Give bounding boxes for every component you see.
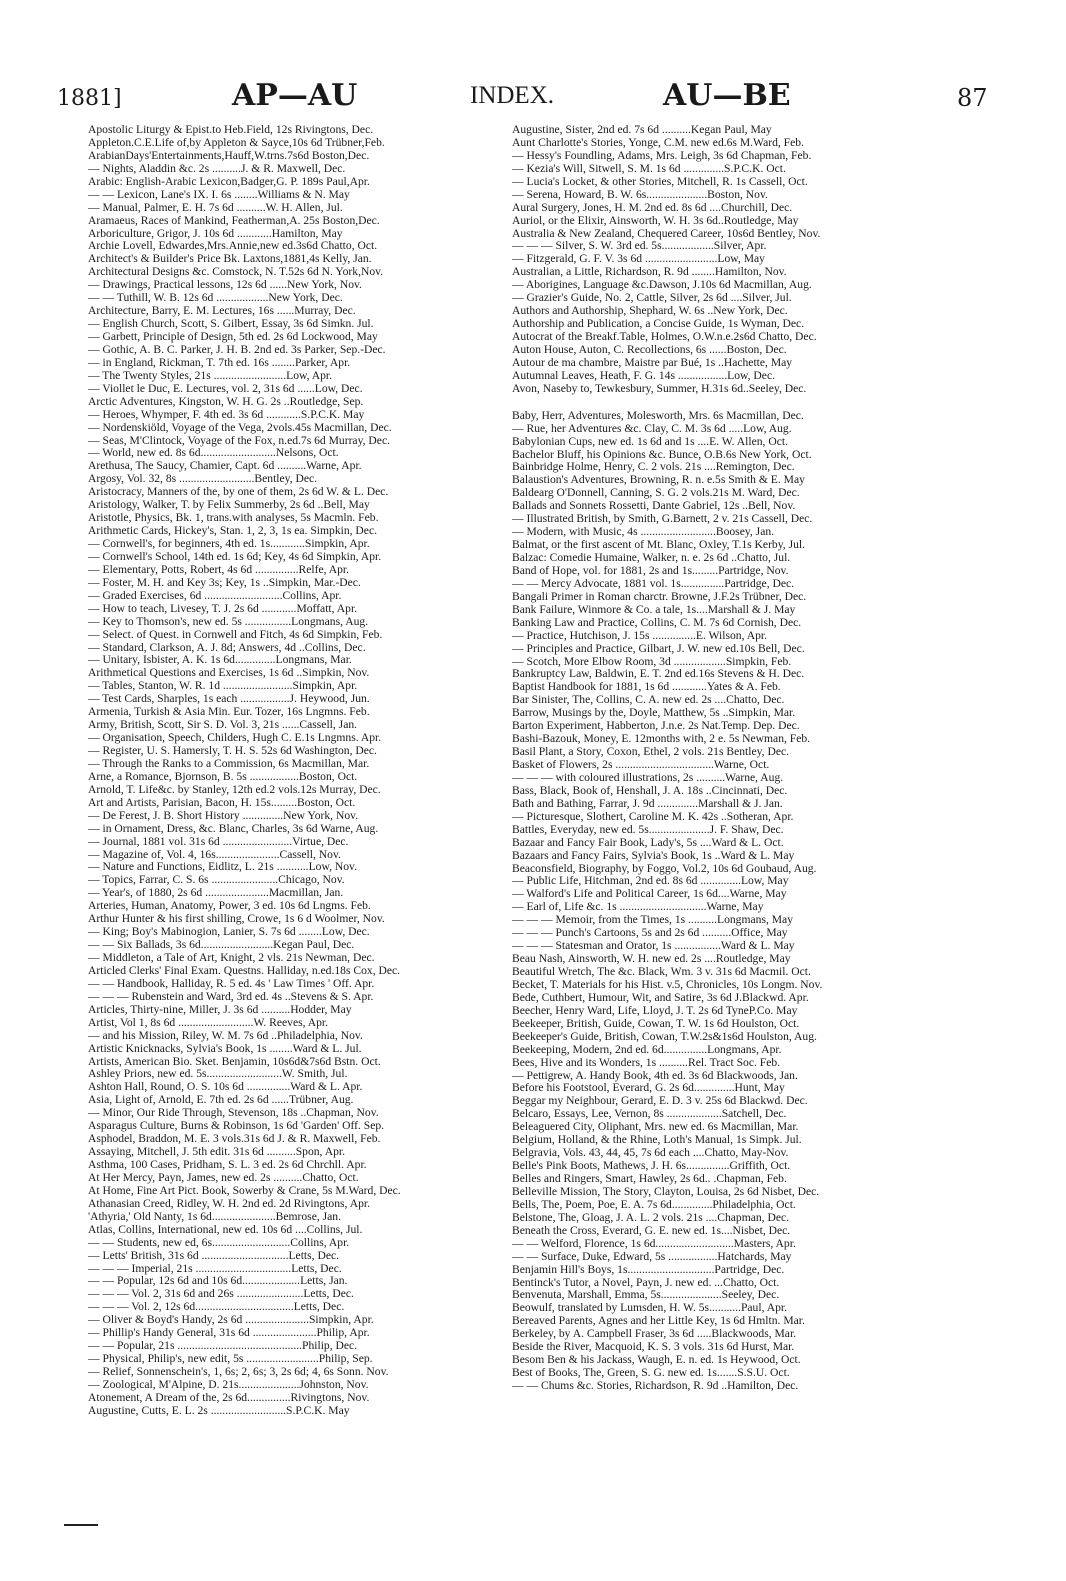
index-entry: Aristology, Walker, T. by Felix Summerby, 2s 6d ..Bell, May [88, 499, 370, 512]
index-entry: 'Athyria,' Old Nanty, 1s 6d......................Bemrose, Jan. [88, 1210, 341, 1223]
index-entry: — Year's, of 1880, 2s 6d ......................Macmillan, Jan. [88, 887, 344, 900]
index-entry: — Walford's Life and Political Career, 1s 6d....Warne, May [512, 888, 787, 901]
index-entry: — — — Vol. 2, 31s 6d and 26s .......................Letts, Dec. [88, 1288, 354, 1301]
index-entry: Band of Hope, vol. for 1881, 2s and 1s.........Partridge, Nov. [512, 564, 789, 577]
index-entry: Asphodel, Braddon, M. E. 3 vols.31s 6d J. & R. Maxwell, Feb. [88, 1133, 381, 1146]
right-column [512, 124, 932, 1393]
index-entry: Asia, Light of, Arnold, E. 7th ed. 2s 6d ......Trübner, Aug. [88, 1094, 354, 1107]
index-entry: — — — with coloured illustrations, 2s ..........Warne, Aug. [512, 771, 784, 784]
index-entry: — Cornwell's, for beginners, 4th ed. 1s............Simpkin, Apr. [88, 538, 370, 550]
index-entry: — Earl of, Life &c. 1s ..............................Warne, May [512, 901, 764, 914]
index-entry: Australia & New Zealand, Chequered Career, 10s6d Bentley, Nov. [512, 227, 821, 240]
index-entry: — — — Imperial, 21s .................................Letts, Dec. [88, 1262, 342, 1275]
index-entry: Balmat, or the first ascent of Mt. Blanc, Oxley, T.1s Kerby, Jul. [512, 539, 806, 552]
index-entry: ArabianDays'Entertainments,Hauff,W.trns.7s6d Boston,Dec. [88, 149, 370, 162]
index-entry: Artist, Vol 1, 8s 6d ..........................W. Reeves, Apr. [88, 1016, 329, 1029]
index-entry: Bank Failure, Winmore & Co. a tale, 1s....Marshall & J. May [512, 603, 796, 616]
index-entry: — — — Punch's Cartoons, 5s and 2s 6d ..........Office, May [512, 927, 788, 940]
index-entry: Berkeley, by A. Campbell Fraser, 3s 6d .....Blackwoods, Mar. [512, 1328, 797, 1341]
index-entry: — in England, Rickman, T. 7th ed. 16s ........Parker, Apr. [88, 356, 351, 369]
index-entry: Assaying, Mitchell, J. 5th edit. 31s 6d ..........Spon, Apr. [88, 1146, 345, 1159]
index-entry: Baby, Herr, Adventures, Molesworth, Mrs. 6s Macmillan, Dec. [512, 409, 804, 422]
index-entry: — Heroes, Whymper, F. 4th ed. 3s 6d ............S.P.C.K. May [88, 408, 365, 421]
index-entry: Armenia, Turkish & Asia Min. Eur. Tozer, 16s Lngmns. Feb. [88, 706, 370, 719]
index-entry: Arthur Hunter & his first shilling, Crowe, 1s 6 d Woolmer, Nov. [88, 913, 385, 926]
index-entry: Bashi-Bazouk, Money, E. 12months with, 2 e. 5s Newman, Feb. [512, 733, 811, 746]
index-entry: Belgravia, Vols. 43, 44, 45, 7s 6d each ....Chatto, May-Nov. [512, 1147, 789, 1160]
index-entry: Belcaro, Essays, Lee, Vernon, 8s ...................Satchell, Dec. [512, 1108, 787, 1121]
index-entry: — King; Boy's Mabinogion, Lanier, S. 7s 6d ........Low, Dec. [88, 926, 370, 939]
index-entry: — Principles and Practice, Gilbart, J. W. new ed.10s Bell, Dec. [512, 642, 805, 655]
index-entry: Archie Lovell, Edwardes,Mrs.Annie,new ed.3s6d Chatto, Oct. [88, 240, 378, 253]
index-entry: At Home, Fine Art Pict. Book, Sowerby & Crane, 5s M.Ward, Dec. [88, 1184, 401, 1197]
index-entry: Benjamin Hill's Boys, 1s..............................Partridge, Dec. [512, 1263, 785, 1276]
page-number: 87 [957, 84, 988, 112]
header-year: 1881] [57, 86, 122, 111]
index-entry: — Middleton, a Tale of Art, Knight, 2 vls. 21s Newman, Dec. [88, 952, 375, 964]
index-entry: — Modern, with Music, 4s ..........................Boosey, Jan. [512, 526, 775, 539]
index-entry: Aristocracy, Manners of the, by one of them, 2s 6d W. & L. Dec. [88, 486, 389, 499]
index-entry: Best of Books, The, Green, S. G. new ed. 1s.......S.S.U. Oct. [512, 1367, 790, 1380]
index-entry: Ashley Priors, new ed. 5s..........................W. Smith, Jul. [88, 1068, 348, 1081]
index-entry: Aunt Charlotte's Stories, Yonge, C.M. new ed.6s M.Ward, Feb. [512, 136, 804, 149]
index-entry: Auriol, or the Elixir, Ainsworth, W. H. 3s 6d..Routledge, May [512, 214, 799, 227]
index-entry: Bass, Black, Book of, Henshall, J. A. 18s ..Cincinnati, Dec. [512, 784, 788, 797]
index-entry: Autumnal Leaves, Heath, F. G. 14s .................Low, Dec. [512, 369, 775, 382]
right-column-au-entries [512, 124, 932, 396]
index-entry: Aural Surgery, Jones, H. M. 2nd ed. 8s 6d ....Churchill, Dec. [512, 201, 793, 214]
index-entry: — — Lexicon, Lane's IX. I. 6s ........Williams & N. May [88, 188, 350, 201]
index-entry: — Magazine of, Vol. 4, 16s......................Cassell, Nov. [88, 848, 341, 861]
index-entry: — — — Memoir, from the Times, 1s ..........Longmans, May [512, 914, 794, 927]
index-entry: Articled Clerks' Final Exam. Questns. Halliday, n.ed.18s Cox, Dec. [88, 964, 401, 977]
index-entry: — Serena, Howard, B. W. 6s.....................Boston, Nov. [512, 188, 768, 201]
index-entry: Army, British, Scott, Sir S. D. Vol. 3, 21s ......Cassell, Jan. [88, 719, 358, 732]
index-entry: — Tables, Stanton, W. R. 1d ........................Simpkin, Apr. [88, 680, 358, 693]
index-entry: Artists, American Bio. Sket. Benjamin, 10s6d&7s6d Bstn. Oct. [88, 1055, 381, 1068]
index-entry: — in Ornament, Dress, &c. Blanc, Charles, 3s 6d Warne, Aug. [88, 822, 379, 835]
index-entry: Barrow, Musings by the, Doyle, Matthew, 5s ..Simpkin, Mar. [512, 707, 796, 720]
index-entry: — Illustrated British, by Smith, G.Barnett, 2 v. 21s Cassell, Dec. [512, 513, 813, 526]
index-entry: Augustine, Sister, 2nd ed. 7s 6d ..........Kegan Paul, May [512, 124, 772, 136]
index-entry: — Standard, Clarkson, A. J. 8d; Answers, 4d ..Collins, Dec. [88, 641, 366, 654]
index-entry: Arethusa, The Saucy, Chamier, Capt. 6d ..........Warne, Apr. [88, 460, 362, 473]
header-right-range: AU—BE [663, 78, 791, 113]
section-gap [512, 396, 932, 410]
index-entry: Augustine, Cutts, E. L. 2s ..........................S.P.C.K. May [88, 1404, 350, 1417]
index-entry: Aristotle, Physics, Bk. 1, trans.with analyses, 5s Macmln. Feb. [88, 512, 379, 525]
index-entry: Belles and Ringers, Smart, Hawley, 2s 6d.. .Chapman, Feb. [512, 1173, 787, 1185]
index-entry: — Foster, M. H. and Key 3s; Key, 1s ..Simpkin, Mar.-Dec. [88, 576, 361, 589]
index-entry: Bangali Primer in Roman charctr. Browne, J.F.2s Trübner, Dec. [512, 590, 807, 603]
index-entry: Authorship and Publication, a Concise Guide, 1s Wyman, Dec. [512, 318, 805, 331]
index-entry: — The Twenty Styles, 21s .........................Low, Apr. [88, 369, 333, 382]
index-entry: Beaconsfield, Biography, by Foggo, Vol.2, 10s 6d Goubaud, Aug. [512, 862, 817, 875]
index-entry: Atlas, Collins, International, new ed. 10s 6d ....Collins, Jul. [88, 1223, 363, 1236]
index-entry: Apostolic Liturgy & Epist.to Heb.Field, 12s Rivingtons, Dec. [88, 124, 374, 136]
index-entry: Beneath the Cross, Everard, G. E. new ed. 1s....Nisbet, Dec. [512, 1224, 791, 1237]
index-entry: Baldearg O'Donnell, Canning, S. G. 2 vols.21s M. Ward, Dec. [512, 487, 800, 500]
left-column [88, 124, 498, 1418]
index-entry: Asthma, 100 Cases, Pridham, S. L. 3 ed. 2s 6d Chrchll. Apr. [88, 1159, 367, 1171]
index-entry: Arithmetic Cards, Hickey's, Stan. 1, 2, 3, 1s ea. Simpkin, Dec. [88, 525, 377, 538]
index-entry: Ballads and Sonnets Rossetti, Dante Gabriel, 12s ..Bell, Nov. [512, 500, 796, 513]
index-entry: Argosy, Vol. 32, 8s ..........................Bentley, Dec. [88, 473, 318, 486]
index-entry: — Unitary, Isbister, A. K. 1s 6d..............Longmans, Mar. [88, 654, 352, 667]
index-entry: — Manual, Palmer, E. H. 7s 6d ..........W. H. Allen, Jul. [88, 201, 343, 214]
index-entry: Arteries, Human, Anatomy, Power, 3 ed. 10s 6d Lngms. Feb. [88, 900, 371, 913]
index-entry: Articles, Thirty-nine, Miller, J. 3s 6d ..........Hodder, May [88, 1003, 352, 1016]
index-entry: Bainbridge Holme, Henry, C. 2 vols. 21s ....Remington, Dec. [512, 461, 795, 474]
index-entry: — — Popular, 21s ...........................................Philip, Dec. [88, 1340, 358, 1353]
index-entry: Australian, a Little, Richardson, R. 9d ........Hamilton, Nov. [512, 266, 787, 279]
index-entry: Autour de ma chambre, Maistre par Bué, 1s ..Hachette, May [512, 356, 793, 369]
index-entry: Beggar my Neighbour, Gerard, E. D. 3 v. 25s 6d Blackwd. Dec. [512, 1095, 808, 1108]
header-title: INDEX. [470, 82, 555, 109]
index-entry: Basket of Flowers, 2s ..................................Warne, Oct. [512, 759, 770, 771]
index-entry: Battles, Everyday, new ed. 5s.....................J. F. Shaw, Dec. [512, 823, 784, 836]
index-entry: Bees, Hive and its Wonders, 1s ..........Rel. Tract Soc. Feb. [512, 1056, 781, 1069]
index-entry: Arne, a Romance, Bjornson, B. 5s .................Boston, Oct. [88, 770, 358, 783]
index-entry: — Lucia's Locket, & other Stories, Mitchell, R. 1s Cassell, Oct. [512, 175, 808, 188]
index-entry: — — Surface, Duke, Edward, 5s .................Hatchards, May [512, 1250, 792, 1263]
index-entry: Bar Sinister, The, Collins, C. A. new ed. 2s ....Chatto, Dec. [512, 694, 785, 707]
index-entry: — Rue, her Adventures &c. Clay, C. M. 3s 6d .....Low, Aug. [512, 422, 792, 435]
index-entry: Bede, Cuthbert, Humour, Wit, and Satire, 3s 6d J.Blackwd. Apr. [512, 991, 809, 1004]
index-entry: — Viollet le Duc, E. Lectures, vol. 2, 31s 6d ......Low, Dec. [88, 382, 363, 395]
index-entry: — Nordenskiöld, Voyage of the Vega, 2vols.45s Macmillan, Dec. [88, 421, 392, 434]
index-entry: Belgium, Holland, & the Rhine, Loth's Manual, 1s Simpk. Jul. [512, 1134, 802, 1147]
index-entry: — Kezia's Will, Sitwell, S. M. 1s 6d ..............S.P.C.K. Oct. [512, 162, 786, 175]
index-entry: Belle's Pink Boots, Mathews, J. H. 6s...............Griffith, Oct. [512, 1160, 791, 1173]
index-entry: Beekeeper's Guide, British, Cowan, T.W.2s&1s6d Houlston, Aug. [512, 1030, 817, 1043]
index-entry: Basil Plant, a Story, Coxon, Ethel, 2 vols. 21s Bentley, Dec. [512, 746, 790, 759]
running-header [0, 78, 1066, 114]
index-entry: Architecture, Barry, E. M. Lectures, 16s ......Murray, Dec. [88, 305, 356, 318]
index-entry: Autocrat of the Breakf.Table, Holmes, O.W.n.e.2s6d Chatto, Dec. [512, 331, 817, 343]
index-entry: — — Handbook, Halliday, R. 5 ed. 4s ' Law Times ' Off. Apr. [88, 977, 375, 990]
header-left-range: AP—AU [232, 78, 358, 113]
index-entry: Aramaeus, Races of Mankind, Featherman,A. 25s Boston,Dec. [88, 214, 380, 227]
index-entry: Bachelor Bluff, his Opinions &c. Bunce, O.B.6s New York, Oct. [512, 448, 812, 461]
index-entry: Arnold, T. Life&c. by Stanley, 12th ed.2 vols.12s Murray, Dec. [88, 783, 381, 796]
index-entry: — Select. of Quest. in Cornwell and Fitch, 4s 6d Simpkin, Feb. [88, 628, 383, 641]
index-entry: Balzac: Comedie Humaine, Walker, n. e. 2s 6d ..Chatto, Jul. [512, 552, 791, 564]
index-entry: Bazaar and Fancy Fair Book, Lady's, 5s ....Ward & L. Oct. [512, 836, 784, 849]
index-entry: — Journal, 1881 vol. 31s 6d ........................Virtue, Dec. [88, 835, 349, 848]
index-entry: Atonement, A Dream of the, 2s 6d...............Rivingtons, Nov. [88, 1391, 370, 1404]
index-entry: Bells, The, Poem, Poe, E. A. 7s 6d..............Philadelphia, Oct. [512, 1198, 796, 1211]
index-entry: — Scotch, More Elbow Room, 3d ..................Simpkin, Feb. [512, 655, 792, 668]
index-entry: Beekeeping, Modern, 2nd ed. 6d...............Longmans, Apr. [512, 1043, 782, 1056]
index-entry: Babylonian Cups, new ed. 1s 6d and 1s ....E. W. Allen, Oct. [512, 435, 788, 448]
index-entry: — Oliver & Boyd's Handy, 2s 6d ......................Simpkin, Apr. [88, 1314, 374, 1327]
index-entry: Beowulf, translated by Lumsden, H. W. 5s...........Paul, Apr. [512, 1302, 788, 1315]
index-entry: — — Welford, Florence, 1s 6d...........................Masters, Apr. [512, 1237, 796, 1250]
index-entry: — Key to Thomson's, new ed. 5s ................Longmans, Aug. [88, 615, 369, 628]
index-entry: Architectural Designs &c. Comstock, N. T.52s 6d N. York,Nov. [88, 266, 384, 279]
index-entry: — — Six Ballads, 3s 6d.........................Kegan Paul, Dec. [88, 939, 355, 952]
index-entry: Bazaars and Fancy Fairs, Sylvia's Book, 1s ..Ward & L. May [512, 849, 795, 862]
index-entry: — Elementary, Potts, Robert, 4s 6d ...............Relfe, Apr. [88, 563, 350, 576]
index-entry: — Through the Ranks to a Commission, 6s Macmillan, Mar. [88, 757, 370, 770]
index-entry: Art and Artists, Parisian, Bacon, H. 15s.........Boston, Oct. [88, 796, 356, 809]
index-entry: — Minor, Our Ride Through, Stevenson, 18s ..Chapman, Nov. [88, 1107, 379, 1120]
index-entry: Arithmetical Questions and Exercises, 1s 6d ..Simpkin, Nov. [88, 667, 370, 680]
index-entry: Bankruptcy Law, Baldwin, E. T. 2nd ed.16s Stevens & H. Dec. [512, 668, 805, 681]
index-entry: — Nights, Aladdin &c. 2s ..........J. & R. Maxwell, Dec. [88, 162, 346, 175]
index-entry: — Nature and Functions, Eidlitz, L. 21s ...........Low, Nov. [88, 861, 357, 874]
index-entry: Beekeeper, British, Guide, Cowan, T. W. 1s 6d Houlston, Oct. [512, 1017, 800, 1030]
index-entry: — English Church, Scott, S. Gilbert, Essay, 3s 6d Simkn. Jul. [88, 318, 374, 331]
index-entry: Bentinck's Tutor, a Novel, Payn, J. new ed. ...Chatto, Oct. [512, 1276, 780, 1289]
index-entry: Artistic Knicknacks, Sylvia's Book, 1s ........Ward & L. Jul. [88, 1042, 362, 1055]
index-entry: Benvenuta, Marshall, Emma, 5s.....................Seeley, Dec. [512, 1289, 780, 1302]
index-entry: — Graded Exercises, 6d ...........................Collins, Apr. [88, 589, 342, 602]
index-entry: — Picturesque, Slothert, Caroline M. K. 42s ..Sotheran, Apr. [512, 810, 794, 823]
index-entry: Becket, T. Materials for his Hist. v.5, Chronicles, 10s Longm. Nov. [512, 978, 823, 991]
index-entry: Baptist Handbook for 1881, 1s 6d ............Yates & A. Feb. [512, 681, 781, 694]
index-entry: — — — Rubenstein and Ward, 3rd ed. 4s ..Stevens & S. Apr. [88, 990, 374, 1003]
index-entry: Bath and Bathing, Farrar, J. 9d ..............Marshall & J. Jan. [512, 797, 783, 810]
index-entry: — Drawings, Practical lessons, 12s 6d ......New York, Nov. [88, 279, 362, 292]
index-entry: Auton House, Auton, C. Recollections, 6s ......Boston, Dec. [512, 343, 787, 356]
index-entry: — Seas, M'Clintock, Voyage of the Fox, n.ed.7s 6d Murray, Dec. [88, 434, 390, 447]
index-entry: Arctic Adventures, Kingston, W. H. G. 2s ..Routledge, Sep. [88, 395, 364, 408]
index-entry: Beautiful Wretch, The &c. Black, Wm. 3 v. 31s 6d Macmil. Oct. [512, 966, 811, 978]
index-entry: — Grazier's Guide, No. 2, Cattle, Silver, 2s 6d ....Silver, Jul. [512, 292, 792, 305]
index-entry: Belstone, The, Gloag, J. A. L. 2 vols. 21s ....Chapman, Dec. [512, 1211, 790, 1224]
index-entry: — Phillip's Handy General, 31s 6d ......................Philip, Apr. [88, 1327, 370, 1340]
index-entry: — — Chums &c. Stories, Richardson, R. 9d ..Hamilton, Dec. [512, 1380, 799, 1392]
right-column-b-entries [512, 410, 932, 1393]
index-entry: — Zoological, M'Alpine, D. 21s.....................Johnston, Nov. [88, 1378, 369, 1391]
index-entry: — Hessy's Foundling, Adams, Mrs. Leigh, 3s 6d Chapman, Feb. [512, 149, 812, 162]
index-entry: Appleton.C.E.Life of,by Appleton & Sayce,10s 6d Trübner,Feb. [88, 136, 385, 149]
index-entry: Arboriculture, Grigor, J. 10s 6d ............Hamilton, May [88, 227, 343, 240]
index-entry: — Practice, Hutchison, J. 15s ...............E. Wilson, Apr. [512, 629, 768, 642]
index-entry: Before his Footstool, Everard, G. 2s 6d..............Hunt, May [512, 1082, 785, 1095]
index-entry: — De Ferest, J. B. Short History ..............New York, Nov. [88, 809, 359, 822]
index-entry: Asparagus Culture, Burns & Robinson, 1s 6d 'Garden' Off. Sep. [88, 1120, 385, 1133]
index-entry: — and his Mission, Riley, W. M. 7s 6d ..Philadelphia, Nov. [88, 1029, 363, 1042]
index-entry: Authors and Authorship, Shephard, W. 6s ..New York, Dec. [512, 305, 788, 318]
index-entry: — Register, U. S. Hamersly, T. H. S. 52s 6d Washington, Dec. [88, 745, 377, 757]
index-entry: Bereaved Parents, Agnes and her Little Key, 1s 6d Hmltn. Mar. [512, 1315, 805, 1328]
index-entry: — World, new ed. 8s 6d..........................Nelsons, Oct. [88, 447, 339, 460]
index-entry: — Gothic, A. B. C. Parker, J. H. B. 2nd ed. 3s Parker, Sep.-Dec. [88, 343, 386, 356]
index-entry: Belleville Mission, The Story, Clayton, Louisa, 2s 6d Nisbet, Dec. [512, 1185, 820, 1198]
index-entry: Avon, Naseby to, Tewkesbury, Summer, H.31s 6d..Seeley, Dec. [512, 382, 807, 395]
index-entry: Balaustion's Adventures, Browning, R. n. e.5s Smith & E. May [512, 474, 805, 487]
index-entry: Athanasian Creed, Ridley, W. H. 2nd ed. 2d Rivingtons, Apr. [88, 1197, 370, 1210]
index-entry: — Physical, Philip's, new edit, 5s .........................Philip, Sep. [88, 1353, 373, 1366]
index-entry: Beleaguered City, Oliphant, Mrs. new ed. 6s Macmillan, Mar. [512, 1121, 799, 1134]
index-entry: — Pettigrew, A. Handy Book, 4th ed. 3s 6d Blackwoods, Jan. [512, 1069, 798, 1082]
index-entry: — — Tuthill, W. B. 12s 6d ..................New York, Dec. [88, 292, 343, 305]
index-entry: Arabic: English-Arabic Lexicon,Badger,G. P. 189s Paul,Apr. [88, 175, 370, 188]
index-entry: — Relief, Sonnenschein's, 1, 6s; 2, 6s; 3, 2s 6d; 4, 6s Sonn. Nov. [88, 1366, 389, 1378]
index-entry: — — — Vol. 2, 12s 6d..................................Letts, Dec. [88, 1301, 345, 1314]
index-entry: — Organisation, Speech, Childers, Hugh C. E.1s Lngmns. Apr. [88, 732, 382, 745]
index-entry: Besom Ben & his Jackass, Waugh, E. n. ed. 1s Heywood, Oct. [512, 1354, 801, 1367]
index-entry: Beecher, Henry Ward, Life, Lloyd, J. T. 2s 6d TyneP.Co. May [512, 1004, 798, 1017]
index-entry: Banking Law and Practice, Collins, C. M. 7s 6d Cornish, Dec. [512, 616, 802, 629]
index-entry: — Cornwell's School, 14th ed. 1s 6d; Key, 4s 6d Simpkin, Apr. [88, 550, 382, 563]
index-entry: — Letts' British, 31s 6d ..............................Letts, Dec. [88, 1249, 340, 1262]
index-entry: — Garbett, Principle of Design, 5th ed. 2s 6d Lockwood, May [88, 331, 378, 343]
index-entry: — — Popular, 12s 6d and 10s 6d....................Letts, Jan. [88, 1275, 348, 1288]
index-entry: Architect's & Builder's Price Bk. Laxtons,1881,4s Kelly, Jan. [88, 253, 372, 266]
index-entry: — — — Silver, S. W. 3rd ed. 5s..................Silver, Apr. [512, 240, 767, 253]
index-entry: Ashton Hall, Round, O. S. 10s 6d ...............Ward & L. Apr. [88, 1081, 363, 1094]
index-entry: — — Students, new ed, 6s...........................Collins, Apr. [88, 1236, 350, 1249]
index-entry: — Fitzgerald, G. F. V. 3s 6d .........................Low, May [512, 253, 765, 266]
index-entry: — — — Statesman and Orator, 1s ................Ward & L. May [512, 940, 795, 953]
index-entry: Beside the River, Macquoid, K. S. 3 vols. 31s 6d Hurst, Mar. [512, 1341, 795, 1354]
index-entry: — Test Cards, Sharples, 1s each .................J. Heywood, Jun. [88, 693, 370, 706]
index-entry: — Aborigines, Language &c.Dawson, J.10s 6d Macmillan, Aug. [512, 279, 812, 292]
index-entry: Beau Nash, Ainsworth, W. H. new ed. 2s ....Routledge, May [512, 953, 791, 966]
printer-mark [64, 1524, 98, 1526]
index-entry: — Topics, Farrar, C. S. 6s .......................Chicago, Nov. [88, 874, 345, 887]
index-entry: — Public Life, Hitchman, 2nd ed. 8s 6d ..............Low, May [512, 875, 789, 888]
index-entry: Barton Experiment, Habberton, J.n.e. 2s Nat.Temp. Dep. Dec. [512, 720, 800, 733]
index-entry: At Her Mercy, Payn, James, new ed. 2s ..........Chatto, Oct. [88, 1171, 359, 1184]
index-entry: — — Mercy Advocate, 1881 vol. 1s...............Partridge, Dec. [512, 577, 795, 590]
index-entry: — How to teach, Livesey, T. J. 2s 6d ............Moffatt, Apr. [88, 602, 358, 615]
